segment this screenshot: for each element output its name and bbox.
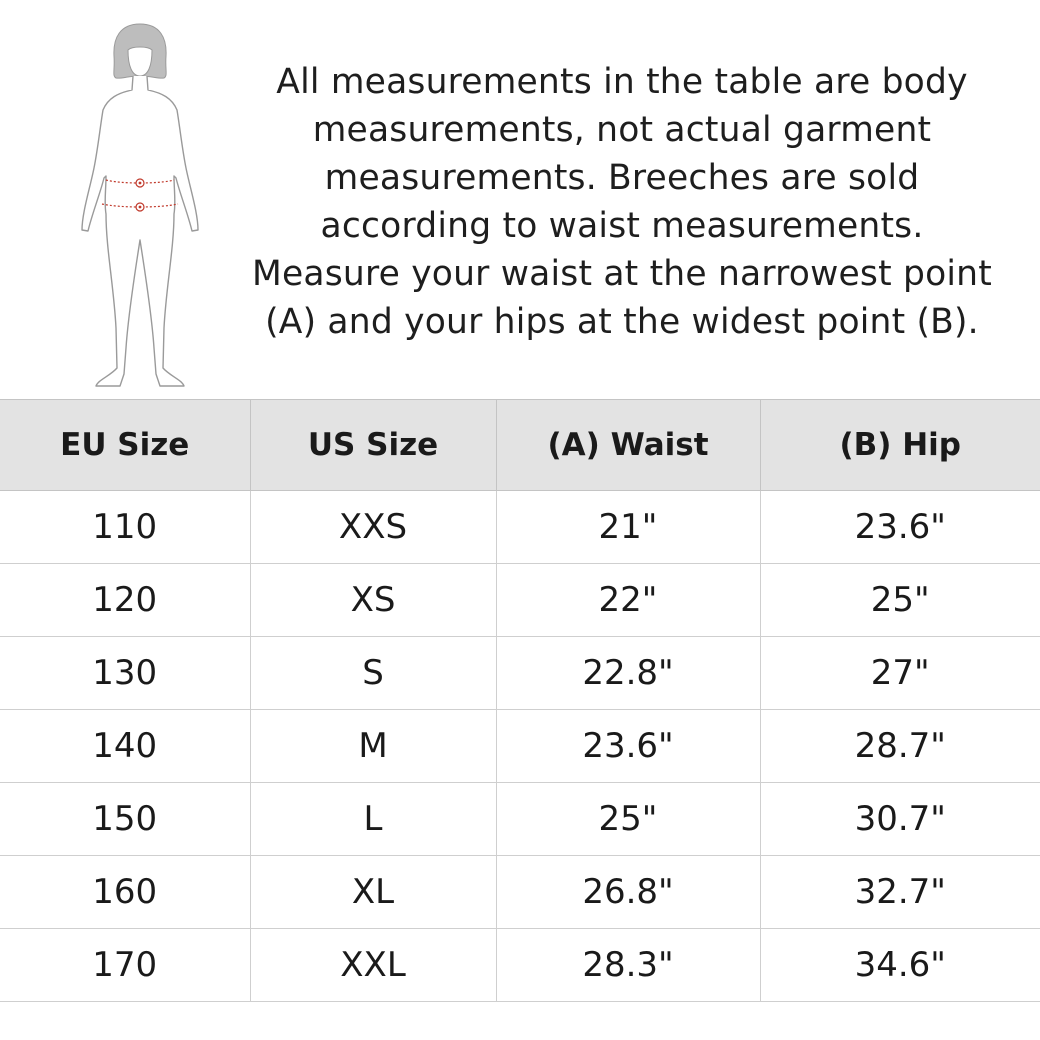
instruction-line: (A) and your hips at the widest point (B). [265, 302, 979, 342]
cell-eu-size: 140 [0, 710, 250, 783]
table-row [0, 710, 1040, 783]
cell-hip: 30.7" [760, 783, 1040, 856]
cell-waist: 22" [496, 564, 760, 637]
cell-us-size: M [250, 710, 496, 783]
cell-waist: 23.6" [496, 710, 760, 783]
cell-eu-size: 160 [0, 856, 250, 929]
cell-hip: 34.6" [760, 929, 1040, 1002]
measurement-instructions [238, 58, 1006, 346]
table-header-row [0, 400, 1040, 491]
body-measurement-figure-icon [70, 18, 210, 396]
table-row [0, 856, 1040, 929]
header-us-size: US Size [250, 400, 496, 491]
cell-hip: 27" [760, 637, 1040, 710]
cell-us-size: XXL [250, 929, 496, 1002]
instruction-line: Measure your waist at the narrowest point [252, 254, 992, 294]
body-measurement-figure [70, 18, 210, 396]
cell-eu-size: 130 [0, 637, 250, 710]
table-row [0, 491, 1040, 564]
header-eu-size: EU Size [0, 400, 250, 491]
cell-waist: 22.8" [496, 637, 760, 710]
cell-eu-size: 110 [0, 491, 250, 564]
instruction-line: according to waist measurements. [320, 206, 924, 246]
instruction-line: measurements, not actual garment [312, 110, 932, 150]
cell-hip: 23.6" [760, 491, 1040, 564]
cell-us-size: XL [250, 856, 496, 929]
table-row [0, 929, 1040, 1002]
instruction-line: All measurements in the table are body [276, 62, 968, 102]
cell-waist: 26.8" [496, 856, 760, 929]
cell-us-size: S [250, 637, 496, 710]
header-hip: (B) Hip [760, 400, 1040, 491]
instruction-line: measurements. Breeches are sold [324, 158, 920, 198]
cell-hip: 25" [760, 564, 1040, 637]
cell-eu-size: 150 [0, 783, 250, 856]
cell-eu-size: 170 [0, 929, 250, 1002]
table-row [0, 564, 1040, 637]
cell-hip: 32.7" [760, 856, 1040, 929]
header-waist: (A) Waist [496, 400, 760, 491]
cell-us-size: XS [250, 564, 496, 637]
table-row [0, 783, 1040, 856]
cell-us-size: XXS [250, 491, 496, 564]
cell-waist: 25" [496, 783, 760, 856]
cell-us-size: L [250, 783, 496, 856]
table-row [0, 637, 1040, 710]
cell-hip: 28.7" [760, 710, 1040, 783]
cell-waist: 28.3" [496, 929, 760, 1002]
cell-eu-size: 120 [0, 564, 250, 637]
size-chart-table [0, 399, 1040, 1002]
cell-waist: 21" [496, 491, 760, 564]
